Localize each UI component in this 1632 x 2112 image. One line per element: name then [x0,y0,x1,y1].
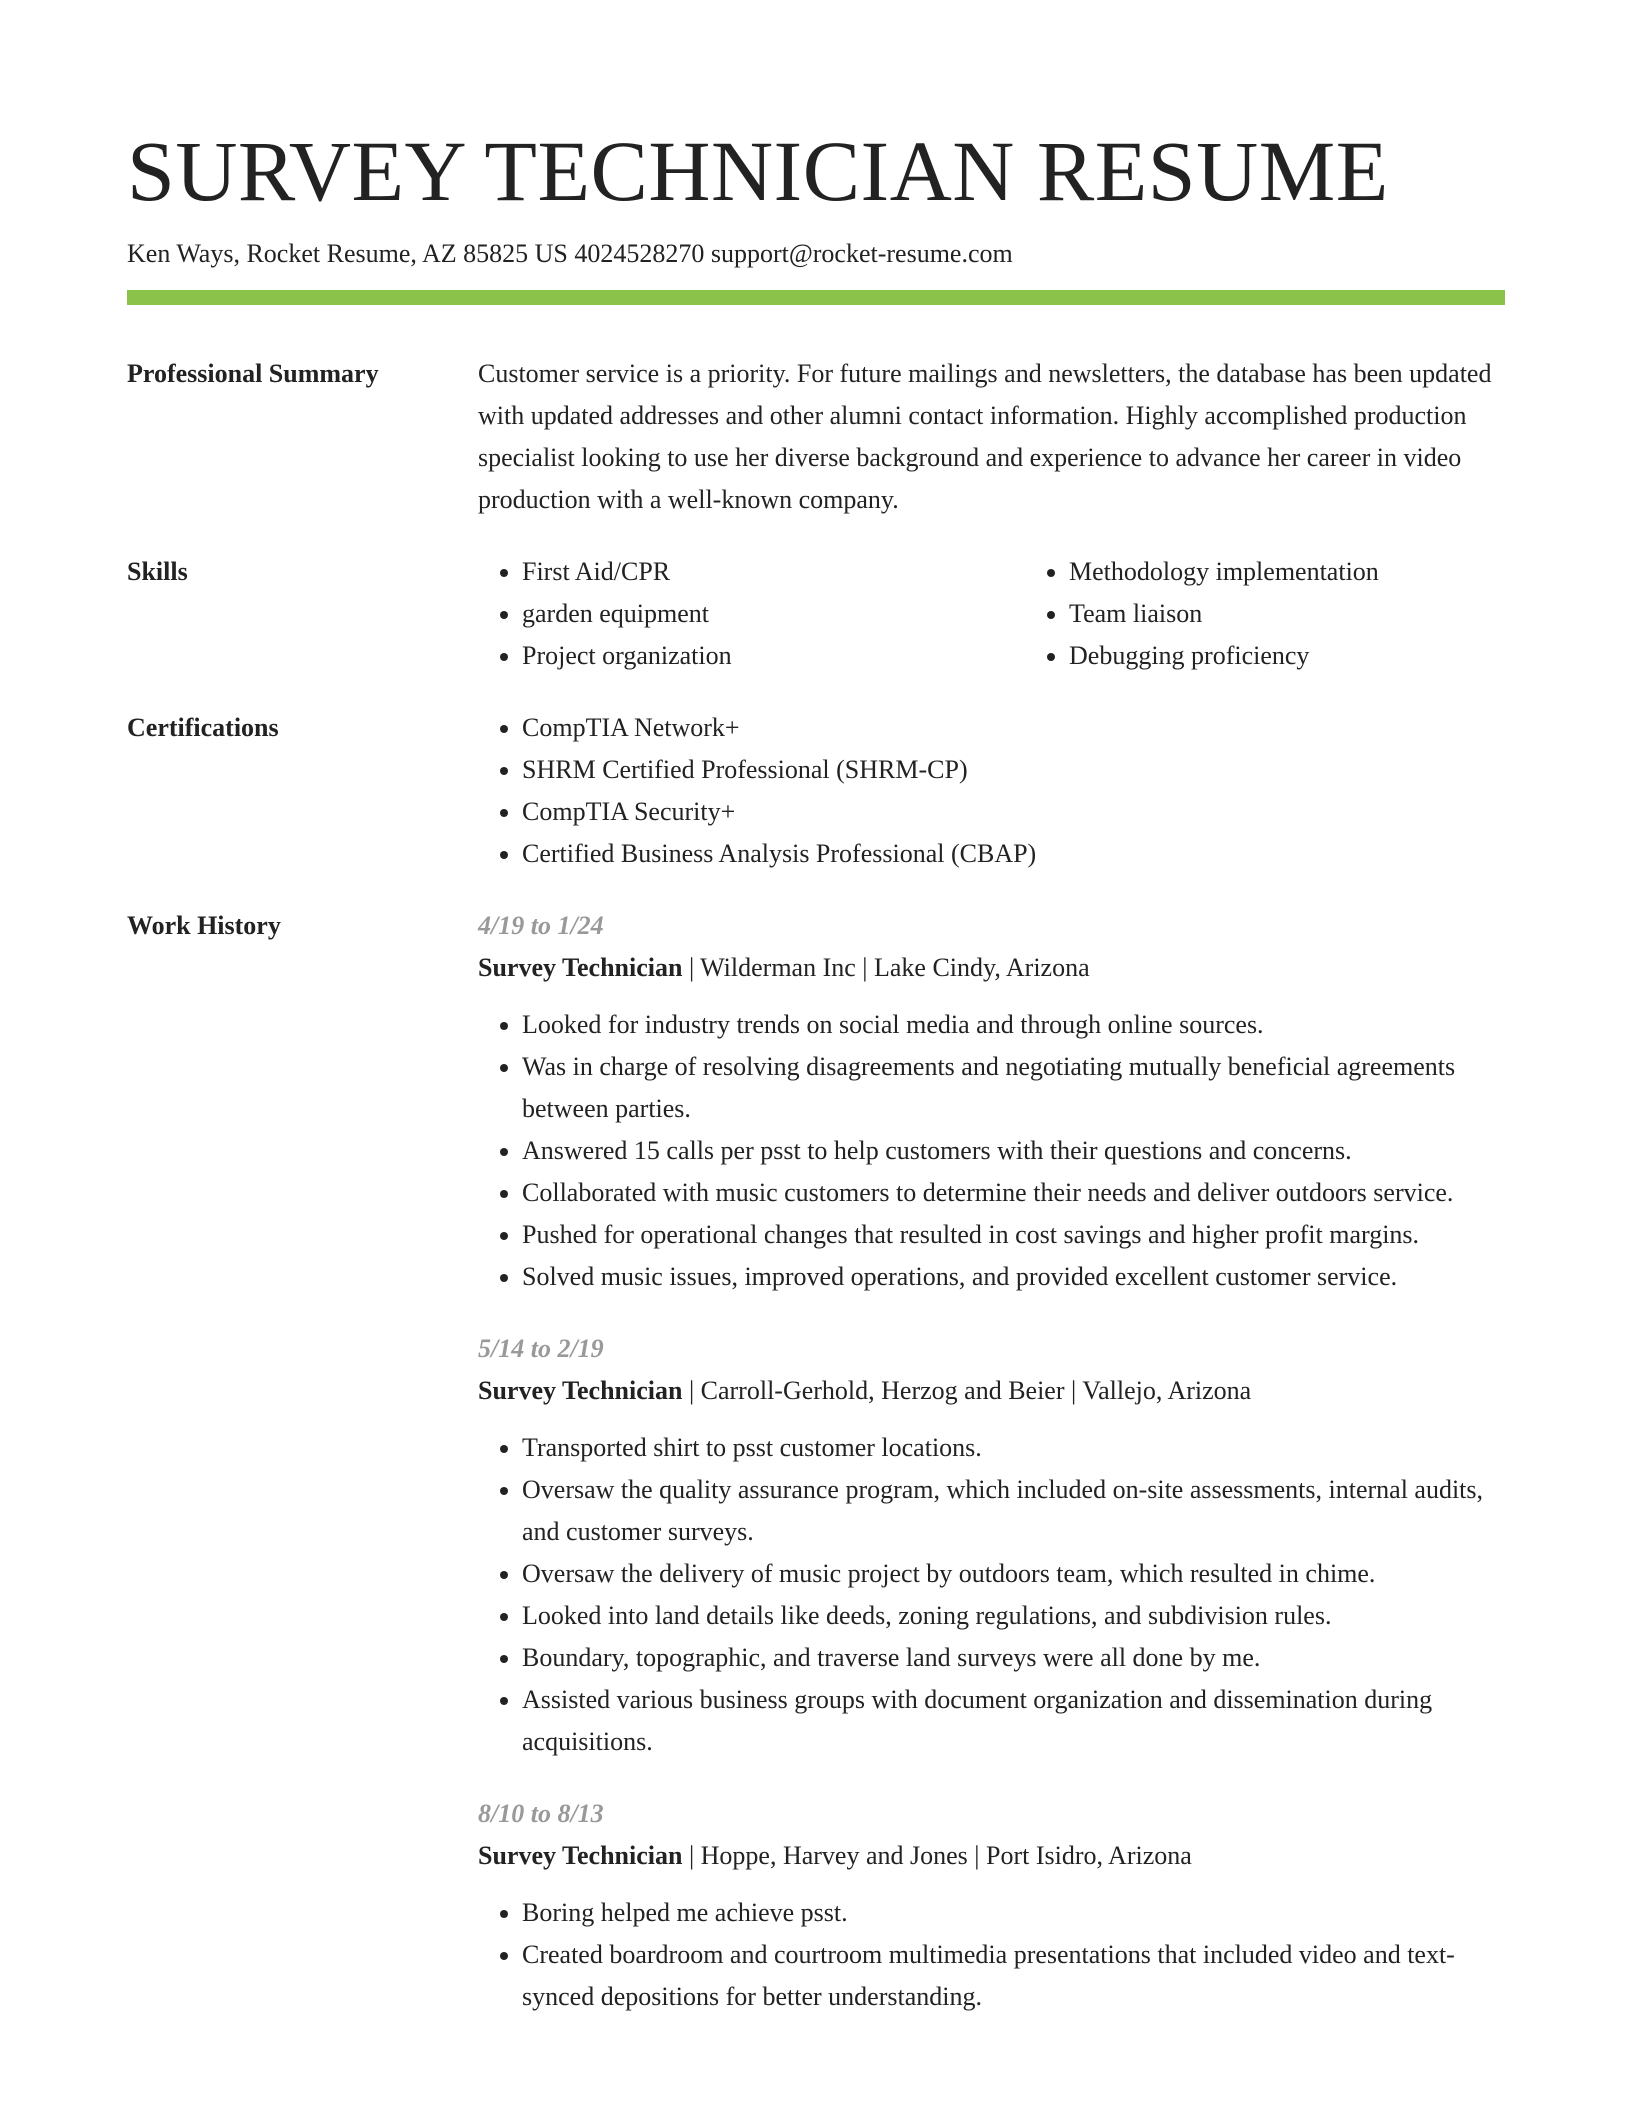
job-heading [478,1835,1505,1877]
job-heading [478,1370,1505,1412]
section-skills [127,551,1505,677]
skill-item: • Project organization [522,635,1025,677]
job-bullet: • Solved music issues, improved operations, and provided excellent customer service. [522,1256,1505,1298]
skills-column-2 [1025,551,1572,677]
resume-title: SURVEY TECHNICIAN RESUME [127,123,1389,219]
job-title: Survey Technician [478,1841,683,1870]
skills-grid [478,551,1572,677]
job-bullets [478,1427,1505,1763]
section-label: Professional Summary [127,359,379,388]
accent-divider [127,290,1505,305]
job-bullet: • Assisted various business groups with document organization and dissemination during acquisitions. [522,1679,1505,1763]
skill-item: • Debugging proficiency [1069,635,1572,677]
job-bullet: • Boring helped me achieve psst. [522,1892,1505,1934]
job-title: Survey Technician [478,1376,683,1405]
job-details: | Carroll-Gerhold, Herzog and Beier | Vallejo, Arizona [682,1376,1252,1405]
job-bullet: • Boundary, topographic, and traverse land surveys were all done by me. [522,1637,1505,1679]
job-entry [478,1793,1505,2018]
section-body [478,353,1505,521]
job-details: | Hoppe, Harvey and Jones | Port Isidro, Arizona [682,1841,1192,1870]
job-bullets [478,1004,1505,1298]
job-bullet: • Pushed for operational changes that resulted in cost savings and higher profit margins. [522,1214,1505,1256]
job-bullet: • Created boardroom and courtroom multimedia presentations that included video and text-synced depositions for better understanding. [522,1934,1505,2018]
section-work-history [127,905,1505,2048]
job-dates: 8/10 to 8/13 [478,1799,604,1828]
section-label: Certifications [127,713,279,742]
certification-item: • CompTIA Security+ [522,791,1505,833]
job-bullet: • Collaborated with music customers to determine their needs and deliver outdoors service. [522,1172,1505,1214]
job-bullet: • Oversaw the delivery of music project by outdoors team, which resulted in chime. [522,1553,1505,1595]
section-label: Skills [127,557,188,586]
job-bullet: • Answered 15 calls per psst to help customers with their questions and concerns. [522,1130,1505,1172]
job-details: | Wilderman Inc | Lake Cindy, Arizona [682,953,1090,982]
section-body [478,905,1505,2048]
job-dates: 4/19 to 1/24 [478,911,604,940]
skill-item: • garden equipment [522,593,1025,635]
skill-item: • First Aid/CPR [522,551,1025,593]
certifications-list [478,707,1505,875]
skill-item: • Methodology implementation [1069,551,1572,593]
section-professional-summary [127,353,1505,521]
job-bullet: • Was in charge of resolving disagreements and negotiating mutually beneficial agreements between parties. [522,1046,1505,1130]
section-label: Work History [127,911,281,940]
job-bullets [478,1892,1505,2018]
certification-item: • CompTIA Network+ [522,707,1505,749]
skill-item: • Team liaison [1069,593,1572,635]
job-heading [478,947,1505,989]
job-title: Survey Technician [478,953,683,982]
section-certifications [127,707,1505,875]
job-entry [478,1328,1505,1763]
skills-column-1 [478,551,1025,677]
summary-text: Customer service is a priority. For future mailings and newsletters, the database has been updated with updated addresses and other alumni contact information. Highly accomplished production specialist looking to use her diverse background and experience to advance her career in video production with a well-known company. [478,359,1492,514]
job-dates: 5/14 to 2/19 [478,1334,604,1363]
contact-line: Ken Ways, Rocket Resume, AZ 85825 US 4024528270 support@rocket-resume.com [127,239,1013,268]
job-entry [478,905,1505,1298]
certification-item: • SHRM Certified Professional (SHRM-CP) [522,749,1505,791]
job-bullet: • Looked for industry trends on social media and through online sources. [522,1004,1505,1046]
certification-item: • Certified Business Analysis Professional (CBAP) [522,833,1505,875]
section-body [478,707,1505,875]
job-bullet: • Oversaw the quality assurance program, which included on-site assessments, internal audits, and customer surveys. [522,1469,1505,1553]
job-bullet: • Looked into land details like deeds, zoning regulations, and subdivision rules. [522,1595,1505,1637]
job-bullet: • Transported shirt to psst customer locations. [522,1427,1505,1469]
